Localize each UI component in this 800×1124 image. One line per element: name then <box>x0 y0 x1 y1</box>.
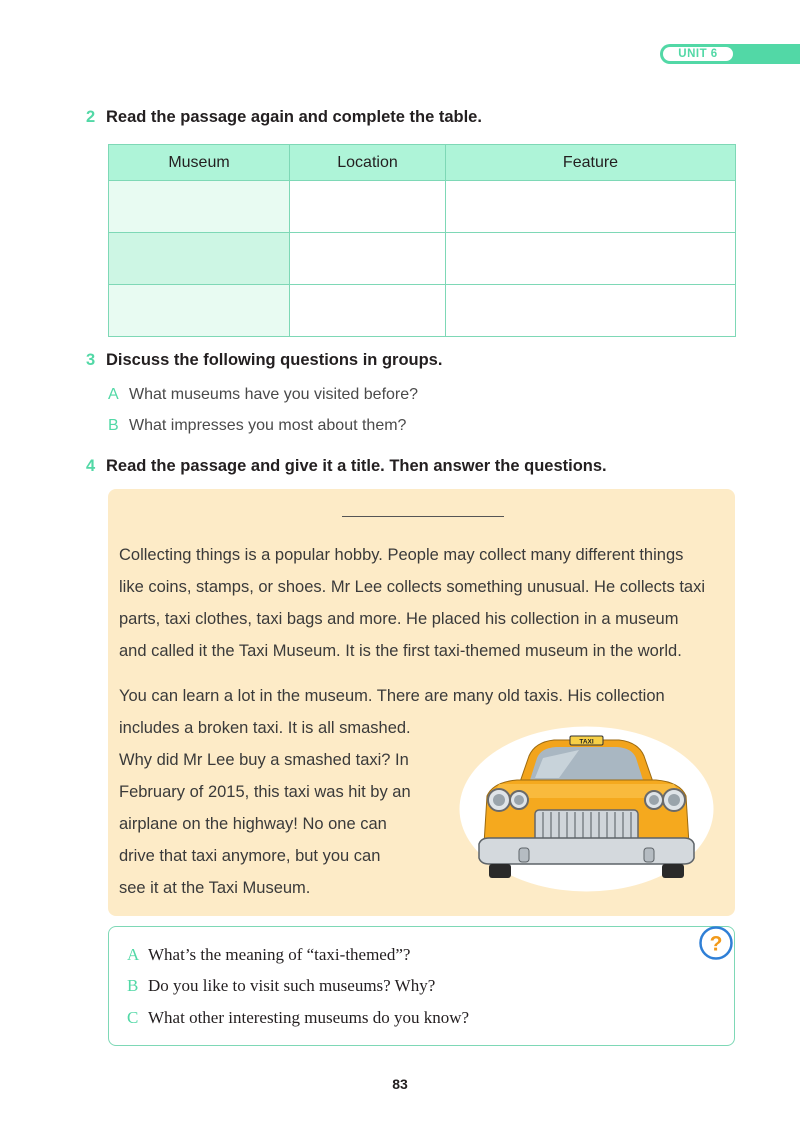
passage-line: like coins, stamps, or shoes. Mr Lee collects something unusual. He collects taxi <box>119 578 706 596</box>
taxi-sign-text: TAXI <box>579 738 594 746</box>
unit-label: UNIT 6 <box>663 47 733 61</box>
table-cell-location[interactable] <box>290 181 446 233</box>
table-cell-museum[interactable] <box>109 181 290 233</box>
page-number: 83 <box>392 1076 408 1092</box>
table-header-location: Location <box>290 145 446 181</box>
passage-line: drive that taxi anymore, but you can <box>119 847 381 865</box>
table-cell-museum[interactable] <box>109 233 290 285</box>
table-header-museum: Museum <box>109 145 290 181</box>
question-a <box>127 945 410 965</box>
section-3-heading <box>86 351 442 370</box>
unit-tab <box>660 44 800 64</box>
section-number: 2 <box>86 108 96 126</box>
passage-line: includes a broken taxi. It is all smashed. <box>119 719 411 737</box>
section-instruction: Read the passage and give it a title. Then answer the questions. <box>106 457 607 475</box>
passage-line: Why did Mr Lee buy a smashed taxi? In <box>119 751 409 769</box>
passage-line: Collecting things is a popular hobby. People may collect many different things <box>119 546 684 564</box>
table-row <box>109 181 736 233</box>
item-text: What museums have you visited before? <box>129 386 419 403</box>
question-text: Do you like to visit such museums? Why? <box>148 976 436 995</box>
discussion-item-a <box>108 386 418 404</box>
passage-line: airplane on the highway! No one can <box>119 815 387 833</box>
item-text: What impresses you most about them? <box>129 417 407 434</box>
table-row <box>109 233 736 285</box>
section-number: 4 <box>86 457 96 475</box>
question-letter: C <box>127 1008 139 1027</box>
discussion-item-b <box>108 417 406 435</box>
table-header-feature: Feature <box>446 145 736 181</box>
section-4-heading <box>86 457 607 476</box>
table-cell-location[interactable] <box>290 233 446 285</box>
passage-line: You can learn a lot in the museum. There are many old taxis. His collection <box>119 687 665 705</box>
section-instruction: Discuss the following questions in groups. <box>106 351 443 369</box>
table-cell-feature[interactable] <box>446 233 736 285</box>
table-cell-museum[interactable] <box>109 285 290 337</box>
svg-text:?: ? <box>709 932 723 956</box>
table-row <box>109 285 736 337</box>
table-header-row <box>109 145 736 181</box>
question-b <box>127 976 435 996</box>
museum-table <box>108 144 736 337</box>
passage-line: February of 2015, this taxi was hit by an <box>119 783 411 801</box>
question-letter: B <box>127 976 139 995</box>
table-cell-feature[interactable] <box>446 285 736 337</box>
title-blank[interactable] <box>342 516 504 517</box>
item-letter: B <box>108 417 119 434</box>
passage-line: parts, taxi clothes, taxi bags and more. He placed his collection in a museum <box>119 610 679 628</box>
item-letter: A <box>108 386 119 403</box>
section-instruction: Read the passage again and complete the table. <box>106 108 482 126</box>
passage-line: and called it the Taxi Museum. It is the first taxi-themed museum in the world. <box>119 642 682 660</box>
taxi-image <box>459 726 714 892</box>
table-cell-location[interactable] <box>290 285 446 337</box>
question-letter: A <box>127 945 140 964</box>
question-text: What’s the meaning of “taxi-themed”? <box>148 945 411 964</box>
table-cell-feature[interactable] <box>446 181 736 233</box>
question-text: What other interesting museums do you know? <box>148 1008 470 1027</box>
question-mark-icon <box>699 926 733 960</box>
section-number: 3 <box>86 351 96 369</box>
question-c <box>127 1008 469 1028</box>
section-2-heading <box>86 108 482 127</box>
passage-line: see it at the Taxi Museum. <box>119 879 311 897</box>
